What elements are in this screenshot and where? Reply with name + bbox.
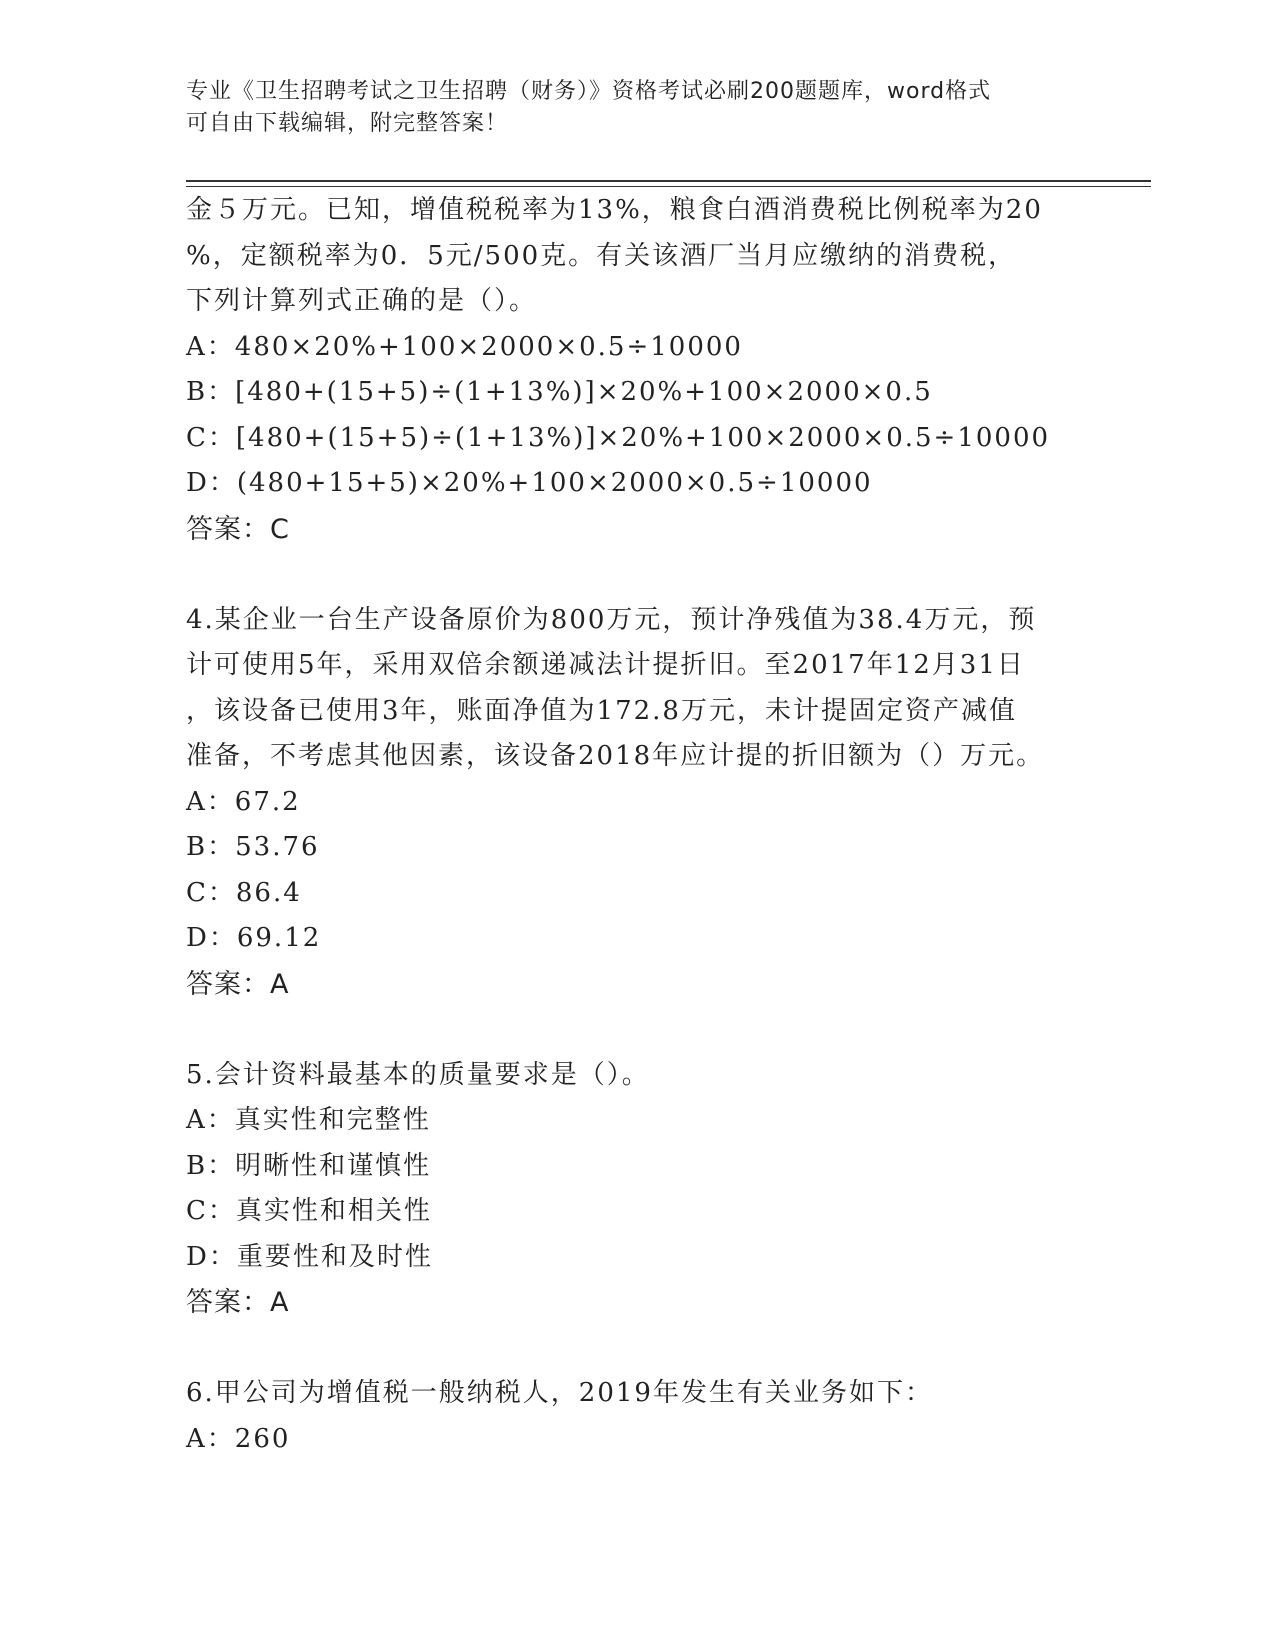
question-3: [186, 188, 1086, 552]
header-divider-thin: [186, 186, 1151, 187]
option-b: B：[480+(15+5)÷(1+13%)]×20%+100×2000×0.5: [186, 377, 933, 407]
option-b: B：明晰性和谨慎性: [186, 1150, 432, 1181]
option-d: D：(480+15+5)×20%+100×2000×0.5÷10000: [186, 468, 873, 498]
option-a: A：67.2: [186, 786, 301, 817]
spacer: [186, 552, 1086, 598]
header-divider-thick: [186, 180, 1151, 182]
answer-label: 答案：A: [186, 968, 290, 1000]
answer-label: 答案：C: [186, 513, 290, 545]
question-stem-line: 准备，不考虑其他因素，该设备2018年应计提的折旧额为（）万元。: [186, 741, 1045, 771]
spacer: [186, 1326, 1086, 1372]
spacer: [186, 1007, 1086, 1053]
option-a: A：真实性和完整性: [186, 1105, 431, 1135]
option-a: A：480×20%+100×2000×0.5÷10000: [186, 331, 743, 362]
question-stem-line: 6.甲公司为增值税一般纳税人，2019年发生有关业务如下：: [186, 1378, 933, 1408]
question-stem-line: 计可使用5年，采用双倍余额递减法计提折旧。至2017年12月31日: [186, 650, 1025, 680]
question-4: [186, 598, 1086, 1008]
question-stem-line: ，该设备已使用3年，账面净值为172.8万元，未计提固定资产减值: [186, 695, 1017, 726]
document-header: [186, 76, 1066, 140]
document-body: [186, 188, 1086, 1462]
question-stem-line: 5.会计资料最基本的质量要求是（）。: [186, 1059, 650, 1090]
question-stem-line: 金５万元。已知，增值税税率为13%，粮食白酒消费税比例税率为20: [186, 195, 1043, 225]
option-d: D：69.12: [186, 923, 322, 953]
header-title-line-1: 专业《卫生招聘考试之卫生招聘（财务）》资格考试必刷200题题库，word格式: [186, 79, 992, 104]
question-stem-line: 4.某企业一台生产设备原价为800万元，预计净残值为38.4万元，预: [186, 604, 1037, 635]
question-6: [186, 1371, 1086, 1462]
option-d: D：重要性和及时性: [186, 1241, 433, 1272]
option-c: C：[480+(15+5)÷(1+13%)]×20%+100×2000×0.5÷10000: [186, 422, 1051, 453]
question-stem-line: 下列计算列式正确的是（）。: [186, 286, 538, 316]
option-a: A：260: [186, 1423, 291, 1454]
option-c: C：86.4: [186, 877, 302, 908]
option-c: C：真实性和相关性: [186, 1196, 432, 1226]
header-title-line-2: 可自由下载编辑，附完整答案！: [186, 111, 509, 136]
option-b: B：53.76: [186, 832, 320, 862]
question-stem-line: %，定额税率为0．5元/500克。有关该酒厂当月应缴纳的消费税，: [186, 240, 1017, 271]
answer-label: 答案：A: [186, 1287, 290, 1318]
question-5: [186, 1053, 1086, 1326]
